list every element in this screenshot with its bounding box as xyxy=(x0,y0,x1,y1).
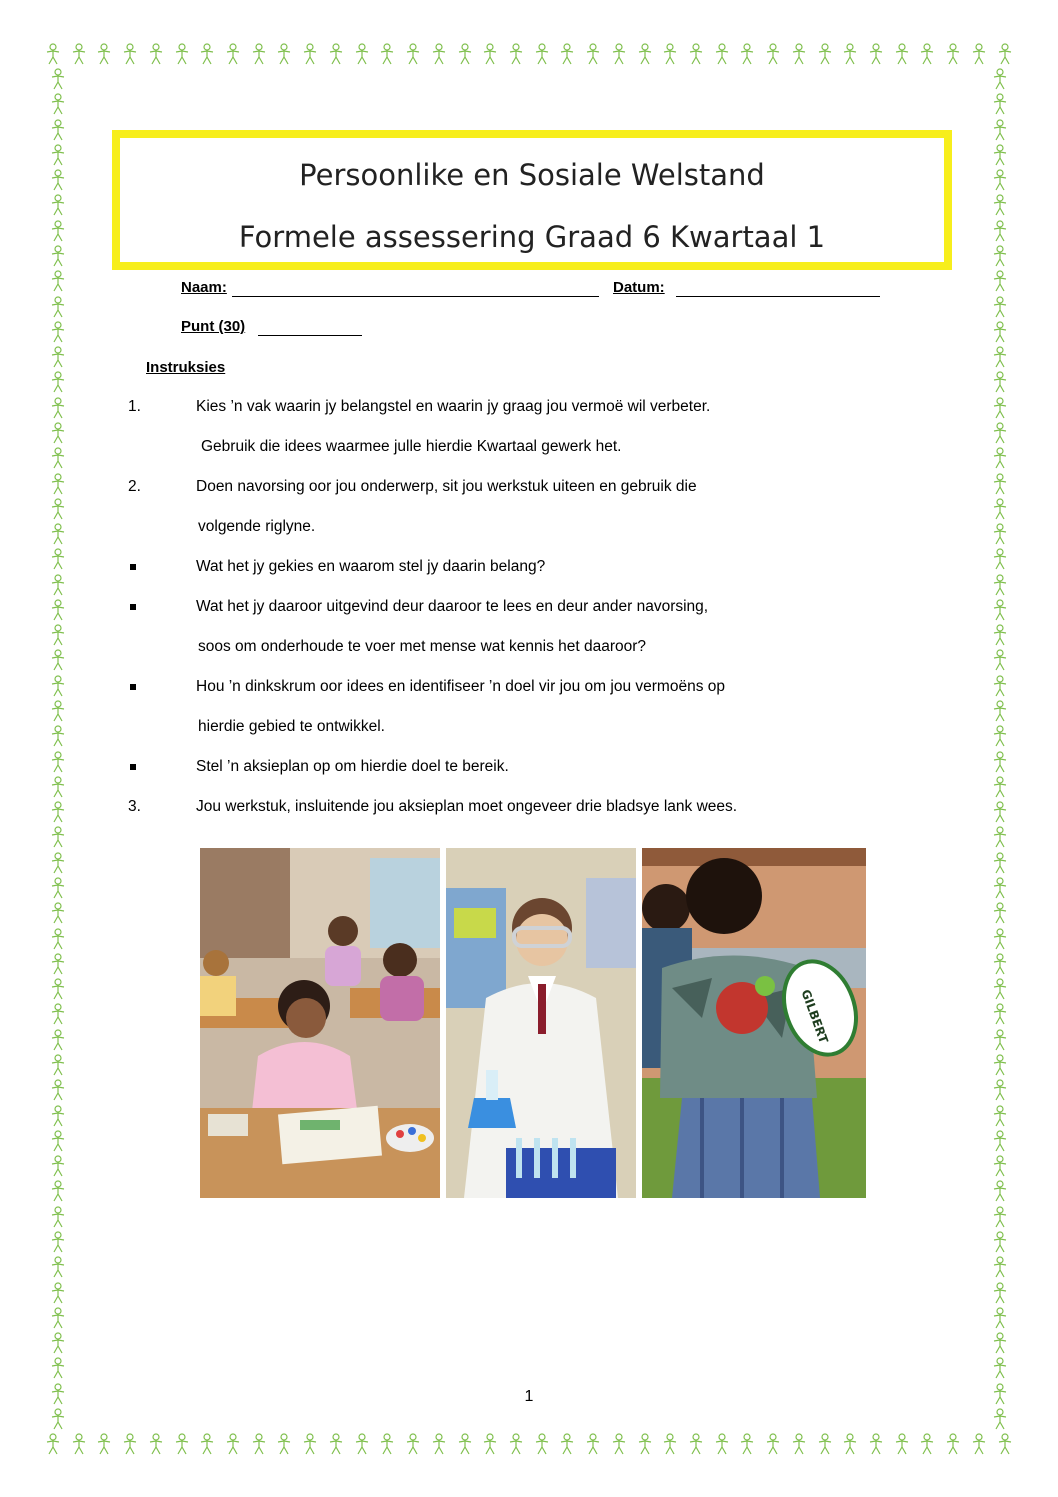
figure-icon xyxy=(991,700,1009,722)
figure-icon xyxy=(49,397,67,419)
figure-icon xyxy=(991,1155,1009,1177)
figure-icon xyxy=(991,599,1009,621)
figure-icon xyxy=(991,296,1009,318)
figure-icon xyxy=(49,624,67,646)
figure-icon xyxy=(970,43,988,65)
figure-icon xyxy=(49,1307,67,1329)
figure-icon xyxy=(430,1433,448,1455)
figure-icon xyxy=(49,169,67,191)
page-border-top xyxy=(44,40,1014,68)
figure-icon xyxy=(991,1079,1009,1101)
figure-icon xyxy=(991,953,1009,975)
name-label: Naam: xyxy=(181,279,227,296)
figure-icon xyxy=(841,1433,859,1455)
list-item-text: Gebruik die idees waarmee julle hierdie Kwartaal gewerk het. xyxy=(201,438,622,455)
figure-icon xyxy=(991,1282,1009,1304)
figure-icon xyxy=(173,1433,191,1455)
figure-icon xyxy=(49,346,67,368)
list-item-text: Wat het jy daaroor uitgevind deur daaroor te lees en deur ander navorsing, xyxy=(196,598,709,615)
figure-icon xyxy=(49,296,67,318)
figure-icon xyxy=(481,43,499,65)
figure-icon xyxy=(49,675,67,697)
figure-icon xyxy=(991,978,1009,1000)
figure-icon xyxy=(558,1433,576,1455)
figure-icon xyxy=(991,194,1009,216)
date-field[interactable] xyxy=(676,296,880,297)
figure-icon xyxy=(991,144,1009,166)
figure-icon xyxy=(70,43,88,65)
list-item-text: Kies ’n vak waarin jy belangstel en waarin jy graag jou vermoë wil verbeter. xyxy=(196,398,711,415)
figure-icon xyxy=(49,321,67,343)
figure-icon xyxy=(991,574,1009,596)
figure-icon xyxy=(327,1433,345,1455)
science-lab-photo xyxy=(446,848,636,1198)
figure-icon xyxy=(49,1029,67,1051)
figure-icon xyxy=(49,473,67,495)
figure-icon xyxy=(44,1433,62,1455)
figure-icon xyxy=(991,877,1009,899)
figure-icon xyxy=(224,43,242,65)
figure-icon xyxy=(49,93,67,115)
figure-icon xyxy=(991,675,1009,697)
figure-icon xyxy=(49,220,67,242)
figure-icon xyxy=(738,1433,756,1455)
figure-icon xyxy=(121,43,139,65)
figure-icon xyxy=(250,1433,268,1455)
bullet-icon xyxy=(130,684,136,690)
bullet-icon xyxy=(130,764,136,770)
figure-icon xyxy=(250,43,268,65)
score-field[interactable] xyxy=(258,335,362,336)
figure-icon xyxy=(790,43,808,65)
page-border-left xyxy=(44,68,72,1430)
figure-icon xyxy=(49,371,67,393)
figure-icon xyxy=(49,1282,67,1304)
figure-icon xyxy=(991,1180,1009,1202)
figure-icon xyxy=(49,1054,67,1076)
figure-icon xyxy=(49,599,67,621)
figure-icon xyxy=(991,776,1009,798)
figure-icon xyxy=(378,1433,396,1455)
figure-icon xyxy=(49,574,67,596)
figure-icon xyxy=(49,649,67,671)
figure-icon xyxy=(198,43,216,65)
figure-icon xyxy=(121,1433,139,1455)
figure-icon xyxy=(481,1433,499,1455)
figure-icon xyxy=(198,1433,216,1455)
figure-icon xyxy=(991,245,1009,267)
figure-icon xyxy=(301,43,319,65)
page-title: Persoonlike en Sosiale Welstand xyxy=(299,158,765,192)
rugby-player-photo xyxy=(642,848,866,1198)
figure-icon xyxy=(991,93,1009,115)
classroom-painting-photo xyxy=(200,848,440,1198)
figure-icon xyxy=(404,43,422,65)
figure-icon xyxy=(353,43,371,65)
figure-icon xyxy=(991,751,1009,773)
figure-icon xyxy=(991,473,1009,495)
figure-icon xyxy=(49,270,67,292)
score-label: Punt (30) xyxy=(181,318,246,335)
figure-icon xyxy=(738,43,756,65)
figure-icon xyxy=(867,43,885,65)
figure-icon xyxy=(687,43,705,65)
figure-icon xyxy=(991,422,1009,444)
figure-icon xyxy=(147,1433,165,1455)
figure-icon xyxy=(970,1433,988,1455)
figure-icon xyxy=(49,498,67,520)
list-item-text: Wat het jy gekies en waarom stel jy daarin belang? xyxy=(196,558,546,575)
figure-icon xyxy=(991,902,1009,924)
figure-icon xyxy=(661,43,679,65)
figure-icon xyxy=(49,852,67,874)
figure-icon xyxy=(49,1003,67,1025)
figure-icon xyxy=(610,43,628,65)
figure-icon xyxy=(867,1433,885,1455)
figure-icon xyxy=(275,1433,293,1455)
figure-icon xyxy=(584,43,602,65)
figure-icon xyxy=(991,1054,1009,1076)
figure-icon xyxy=(991,649,1009,671)
figure-icon xyxy=(49,953,67,975)
figure-icon xyxy=(996,43,1014,65)
list-marker: 2. xyxy=(128,478,141,495)
figure-icon xyxy=(991,1029,1009,1051)
list-item-text: hierdie gebied te ontwikkel. xyxy=(198,718,385,735)
figure-icon xyxy=(636,43,654,65)
figure-icon xyxy=(991,852,1009,874)
figure-icon xyxy=(49,1231,67,1253)
figure-icon xyxy=(49,1155,67,1177)
figure-icon xyxy=(44,43,62,65)
figure-icon xyxy=(790,1433,808,1455)
figure-icon xyxy=(49,1357,67,1379)
figure-icon xyxy=(991,371,1009,393)
figure-icon xyxy=(49,422,67,444)
figure-icon xyxy=(991,119,1009,141)
figure-icon xyxy=(49,978,67,1000)
figure-icon xyxy=(764,1433,782,1455)
rugby-ball-text: GILBERT xyxy=(798,987,831,1046)
photo-collage xyxy=(200,848,866,1198)
figure-icon xyxy=(918,43,936,65)
list-marker: 1. xyxy=(128,398,141,415)
figure-icon xyxy=(533,1433,551,1455)
figure-icon xyxy=(991,346,1009,368)
figure-icon xyxy=(991,1307,1009,1329)
page-subtitle: Formele assessering Graad 6 Kwartaal 1 xyxy=(238,220,826,254)
figure-icon xyxy=(893,1433,911,1455)
figure-icon xyxy=(224,1433,242,1455)
figure-icon xyxy=(49,1130,67,1152)
figure-icon xyxy=(991,397,1009,419)
figure-icon xyxy=(991,68,1009,90)
name-field[interactable] xyxy=(232,296,599,297)
figure-icon xyxy=(49,700,67,722)
figure-icon xyxy=(533,43,551,65)
figure-icon xyxy=(996,1433,1014,1455)
figure-icon xyxy=(507,43,525,65)
figure-icon xyxy=(918,1433,936,1455)
figure-icon xyxy=(991,447,1009,469)
figure-icon xyxy=(378,43,396,65)
figure-icon xyxy=(49,68,67,90)
bullet-icon xyxy=(130,604,136,610)
figure-icon xyxy=(991,498,1009,520)
figure-icon xyxy=(49,144,67,166)
figure-icon xyxy=(49,1105,67,1127)
figure-icon xyxy=(991,321,1009,343)
figure-icon xyxy=(558,43,576,65)
figure-icon xyxy=(764,43,782,65)
figure-icon xyxy=(944,43,962,65)
figure-icon xyxy=(95,1433,113,1455)
figure-icon xyxy=(49,1408,67,1430)
figure-icon xyxy=(173,43,191,65)
figure-icon xyxy=(147,43,165,65)
figure-icon xyxy=(636,1433,654,1455)
figure-icon xyxy=(816,43,834,65)
figure-icon xyxy=(49,548,67,570)
figure-icon xyxy=(991,523,1009,545)
figure-icon xyxy=(991,1105,1009,1127)
figure-icon xyxy=(49,826,67,848)
figure-icon xyxy=(49,1079,67,1101)
figure-icon xyxy=(353,1433,371,1455)
figure-icon xyxy=(991,169,1009,191)
figure-icon xyxy=(49,928,67,950)
title-box xyxy=(112,130,952,270)
figure-icon xyxy=(991,801,1009,823)
figure-icon xyxy=(991,548,1009,570)
figure-icon xyxy=(49,877,67,899)
figure-icon xyxy=(713,43,731,65)
list-item-text: volgende riglyne. xyxy=(198,518,316,535)
list-item-text: Hou ’n dinkskrum oor idees en identifiseer ’n doel vir jou om jou vermoëns op xyxy=(196,678,725,695)
figure-icon xyxy=(70,1433,88,1455)
figure-icon xyxy=(944,1433,962,1455)
figure-icon xyxy=(275,43,293,65)
figure-icon xyxy=(991,1003,1009,1025)
instructions-heading: Instruksies xyxy=(146,359,226,376)
figure-icon xyxy=(49,447,67,469)
figure-icon xyxy=(507,1433,525,1455)
figure-icon xyxy=(584,1433,602,1455)
figure-icon xyxy=(991,725,1009,747)
date-label: Datum: xyxy=(613,279,665,296)
figure-icon xyxy=(404,1433,422,1455)
figure-icon xyxy=(687,1433,705,1455)
list-marker: 3. xyxy=(128,798,141,815)
figure-icon xyxy=(49,194,67,216)
list-item-text: Stel ’n aksieplan op om hierdie doel te bereik. xyxy=(196,758,509,775)
figure-icon xyxy=(991,1256,1009,1278)
figure-icon xyxy=(456,43,474,65)
list-item-text: soos om onderhoude te voer met mense wat kennis het daaroor? xyxy=(198,638,647,655)
figure-icon xyxy=(991,220,1009,242)
figure-icon xyxy=(49,245,67,267)
figure-icon xyxy=(49,1256,67,1278)
figure-icon xyxy=(991,826,1009,848)
list-item-text: Jou werkstuk, insluitende jou aksieplan moet ongeveer drie bladsye lank wees. xyxy=(196,798,738,815)
figure-icon xyxy=(816,1433,834,1455)
figure-icon xyxy=(430,43,448,65)
figure-icon xyxy=(49,751,67,773)
figure-icon xyxy=(49,725,67,747)
figure-icon xyxy=(49,801,67,823)
figure-icon xyxy=(991,928,1009,950)
bullet-icon xyxy=(130,564,136,570)
figure-icon xyxy=(95,43,113,65)
figure-icon xyxy=(991,270,1009,292)
figure-icon xyxy=(991,1357,1009,1379)
figure-icon xyxy=(713,1433,731,1455)
page-border-right xyxy=(986,68,1014,1430)
figure-icon xyxy=(991,1206,1009,1228)
figure-icon xyxy=(49,523,67,545)
page-border-bottom xyxy=(44,1430,1014,1458)
figure-icon xyxy=(841,43,859,65)
figure-icon xyxy=(49,902,67,924)
figure-icon xyxy=(49,1180,67,1202)
figure-icon xyxy=(991,1231,1009,1253)
figure-icon xyxy=(893,43,911,65)
figure-icon xyxy=(991,1408,1009,1430)
figure-icon xyxy=(49,119,67,141)
figure-icon xyxy=(327,43,345,65)
figure-icon xyxy=(456,1433,474,1455)
figure-icon xyxy=(301,1433,319,1455)
figure-icon xyxy=(49,776,67,798)
figure-icon xyxy=(49,1206,67,1228)
figure-icon xyxy=(610,1433,628,1455)
figure-icon xyxy=(991,1332,1009,1354)
figure-icon xyxy=(49,1332,67,1354)
list-item-text: Doen navorsing oor jou onderwerp, sit jou werkstuk uiteen en gebruik die xyxy=(196,478,697,495)
page-number: 1 xyxy=(524,1388,534,1405)
figure-icon xyxy=(991,1130,1009,1152)
figure-icon xyxy=(661,1433,679,1455)
figure-icon xyxy=(991,624,1009,646)
